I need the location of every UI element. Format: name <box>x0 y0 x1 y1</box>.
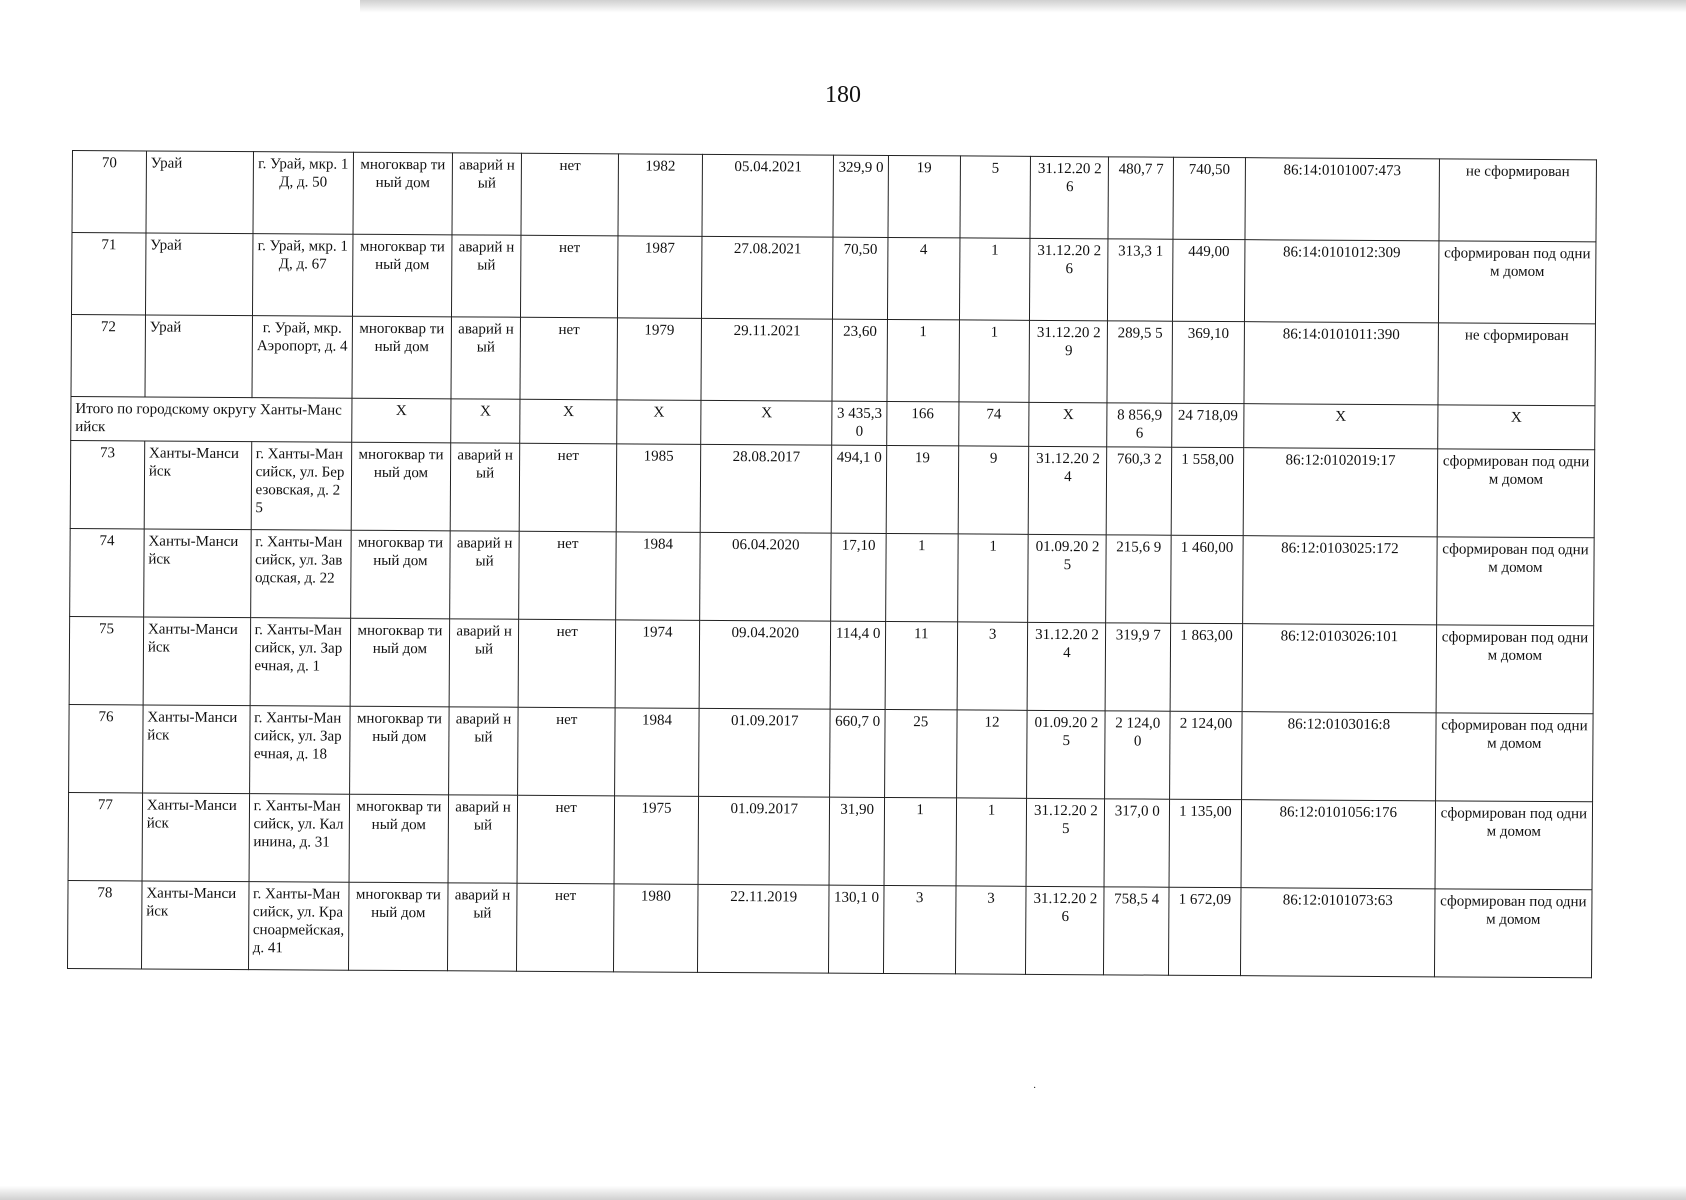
recognition-date: 01.09.2017 <box>699 708 831 797</box>
value-2: 740,50 <box>1173 157 1245 239</box>
year-built: 1982 <box>618 154 703 237</box>
address: г. Урай, мкр. 1Д, д. 67 <box>252 234 353 317</box>
scan-edge-bottom <box>0 1182 1686 1200</box>
premises: 1 <box>959 238 1030 320</box>
flag-cell: нет <box>520 443 617 532</box>
municipality: Урай <box>145 233 252 316</box>
condition-status: аварий ный <box>448 707 518 795</box>
municipality: Ханты-Мансийск <box>144 441 251 530</box>
cadastral-number: 86:12:0103016:8 <box>1241 712 1435 801</box>
planned-date: 31.12.20 24 <box>1028 622 1107 710</box>
flag-cell: нет <box>519 531 616 620</box>
planned-date: 31.12.20 26 <box>1030 156 1108 238</box>
value-1: 319,9 7 <box>1106 623 1171 711</box>
table-row <box>70 528 1595 625</box>
condition-status: аварий ный <box>451 317 521 399</box>
building-type: многоквар тиный дом <box>351 442 450 531</box>
value-1: 758,5 4 <box>1104 887 1169 975</box>
recognition-date: 05.04.2021 <box>702 154 834 237</box>
value-1: 2 124,0 0 <box>1105 711 1170 799</box>
total-x: X <box>617 400 701 445</box>
recognition-date: 06.04.2020 <box>700 532 832 621</box>
value-2: 1 558,00 <box>1171 447 1243 535</box>
area: 70,50 <box>833 237 888 319</box>
page-number: 180 <box>825 82 861 108</box>
area: 130,1 0 <box>829 885 884 973</box>
address: г. Ханты-Мансийск, ул. Заречная, д. 1 <box>250 618 351 707</box>
planned-date: 31.12.20 26 <box>1030 238 1108 320</box>
municipality: Ханты-Мансийск <box>142 705 249 794</box>
row-number: 78 <box>68 880 142 968</box>
premises: 9 <box>958 446 1029 534</box>
area: 31,90 <box>829 797 884 885</box>
year-built: 1984 <box>614 708 699 797</box>
table-row <box>71 315 1595 406</box>
scan-edge-top <box>360 0 1686 18</box>
building-type: многоквар тиный дом <box>350 706 449 795</box>
flag-cell: нет <box>519 619 616 708</box>
residents: 19 <box>888 155 960 237</box>
year-built: 1985 <box>616 444 701 533</box>
cadastral-number: 86:14:0101012:309 <box>1244 240 1438 323</box>
flag-cell: нет <box>521 235 618 318</box>
value-2: 1 863,00 <box>1170 623 1242 711</box>
recognition-date: 29.11.2021 <box>701 318 833 401</box>
recognition-date: 22.11.2019 <box>698 884 830 973</box>
land-status: сформирован под одним домом <box>1434 889 1592 978</box>
year-built: 1979 <box>617 318 702 401</box>
total-x: X <box>520 399 617 444</box>
municipality: Ханты-Мансийск <box>141 881 248 970</box>
building-type: многоквар тиный дом <box>352 316 451 399</box>
recognition-date: 28.08.2017 <box>700 444 832 533</box>
flag-cell: нет <box>518 707 615 796</box>
residents: 1 <box>887 319 959 401</box>
row-number: 74 <box>70 528 144 616</box>
residents: 1 <box>885 533 957 621</box>
value-2: 2 124,00 <box>1170 711 1242 799</box>
total-x: X <box>1438 405 1595 450</box>
flag-cell: нет <box>517 883 614 972</box>
municipality: Ханты-Мансийск <box>143 617 250 706</box>
year-built: 1975 <box>614 796 699 885</box>
total-premises: 74 <box>958 402 1029 446</box>
address: г. Ханты-Мансийск, ул. Калинина, д. 31 <box>249 794 350 883</box>
total-residents: 166 <box>887 401 959 445</box>
building-type: многоквар тиный дом <box>349 882 448 971</box>
condition-status: аварий ный <box>449 619 519 707</box>
total-value-2: 24 718,09 <box>1172 403 1244 447</box>
condition-status: аварий ный <box>449 531 519 619</box>
residents: 3 <box>883 885 955 973</box>
building-type: многоквар тиный дом <box>351 530 450 619</box>
value-1: 760,3 2 <box>1107 447 1172 535</box>
area: 17,10 <box>831 533 886 621</box>
cadastral-number: 86:12:0103026:101 <box>1242 624 1436 713</box>
address: г. Ханты-Мансийск, ул. Заречная, д. 18 <box>249 706 350 795</box>
housing-table <box>67 150 1597 978</box>
value-2: 1 135,00 <box>1169 799 1241 887</box>
row-number: 76 <box>69 704 143 792</box>
land-status: сформирован под одним домом <box>1435 713 1593 802</box>
total-x: X <box>450 399 520 443</box>
land-status: сформирован под одним домом <box>1436 625 1594 714</box>
planned-date: 31.12.20 26 <box>1026 886 1105 974</box>
address: г. Урай, мкр. Аэропорт, д. 4 <box>252 316 353 399</box>
municipality: Урай <box>146 151 253 234</box>
area: 114,4 0 <box>831 621 886 709</box>
municipality: Ханты-Мансийск <box>144 529 251 618</box>
row-number: 75 <box>69 616 143 704</box>
cadastral-number: 86:12:0103025:172 <box>1243 536 1437 625</box>
row-number: 71 <box>71 233 145 315</box>
cadastral-number: 86:12:0102019:17 <box>1243 448 1437 537</box>
recognition-date: 09.04.2020 <box>699 620 831 709</box>
row-number: 70 <box>72 151 146 233</box>
residents: 19 <box>886 445 958 533</box>
planned-date: 31.12.20 25 <box>1026 798 1105 886</box>
address: г. Ханты-Мансийск, ул. Красноармейская, д. 41 <box>248 882 349 971</box>
land-status: сформирован под одним домом <box>1438 241 1596 324</box>
value-2: 369,10 <box>1172 321 1244 403</box>
premises: 1 <box>956 798 1027 886</box>
value-2: 449,00 <box>1173 239 1245 321</box>
year-built: 1980 <box>613 884 698 973</box>
address: г. Ханты-Мансийск, ул. Заводская, д. 22 <box>250 530 351 619</box>
total-area: 3 435,3 0 <box>832 401 887 445</box>
address: г. Урай, мкр. 1Д, д. 50 <box>253 152 354 235</box>
total-x: X <box>352 398 451 443</box>
land-status: не сформирован <box>1438 323 1596 406</box>
condition-status: аварий ный <box>448 795 518 883</box>
flag-cell: нет <box>520 317 617 400</box>
recognition-date: 01.09.2017 <box>698 796 830 885</box>
table-row <box>72 151 1596 242</box>
building-type: многоквар тиный дом <box>353 152 452 235</box>
table-row <box>70 440 1595 537</box>
total-value-1: 8 856,9 6 <box>1107 403 1172 447</box>
scan-speck: · <box>1033 1083 1037 1094</box>
building-type: многоквар тиный дом <box>349 794 448 883</box>
total-x: X <box>701 400 833 445</box>
cadastral-number: 86:14:0101007:473 <box>1245 158 1439 241</box>
table-row <box>69 704 1594 801</box>
premises: 3 <box>955 886 1026 974</box>
area: 660,7 0 <box>830 709 885 797</box>
condition-status: аварий ный <box>450 443 520 531</box>
planned-date: 31.12.20 24 <box>1029 446 1108 534</box>
land-status: не сформирован <box>1439 159 1597 242</box>
municipality: Ханты-Мансийск <box>142 793 249 882</box>
table-row <box>68 792 1593 889</box>
area: 23,60 <box>832 319 887 401</box>
address: г. Ханты-Мансийск, ул. Березовская, д. 25 <box>251 442 352 531</box>
year-built: 1987 <box>617 236 702 319</box>
land-status: сформирован под одним домом <box>1437 449 1595 538</box>
value-1: 313,3 1 <box>1108 239 1173 321</box>
area: 494,1 0 <box>832 445 887 533</box>
condition-status: аварий ный <box>452 153 522 235</box>
flag-cell: нет <box>521 153 618 236</box>
row-number: 77 <box>68 792 142 880</box>
planned-date: 01.09.20 25 <box>1028 534 1107 622</box>
value-1: 215,6 9 <box>1106 535 1171 623</box>
condition-status: аварий ный <box>447 883 517 971</box>
residents: 11 <box>885 621 957 709</box>
row-number: 72 <box>71 315 145 397</box>
premises: 1 <box>957 534 1028 622</box>
cadastral-number: 86:14:0101011:390 <box>1244 322 1438 405</box>
residents: 1 <box>884 797 956 885</box>
premises: 3 <box>957 622 1028 710</box>
condition-status: аварий ный <box>451 235 521 317</box>
flag-cell: нет <box>517 795 614 884</box>
year-built: 1974 <box>615 620 700 709</box>
year-built: 1984 <box>616 532 701 621</box>
recognition-date: 27.08.2021 <box>702 236 834 319</box>
residents: 25 <box>884 709 956 797</box>
total-label: Итого по городскому округу Ханты-Мансийск <box>71 396 352 442</box>
total-x: X <box>1029 402 1107 446</box>
value-2: 1 460,00 <box>1171 535 1243 623</box>
building-type: многоквар тиный дом <box>353 234 452 317</box>
table-row <box>69 616 1594 713</box>
planned-date: 31.12.20 29 <box>1029 320 1107 402</box>
value-1: 317,0 0 <box>1104 799 1169 887</box>
row-number: 73 <box>70 440 144 528</box>
land-status: сформирован под одним домом <box>1435 801 1593 890</box>
total-x: X <box>1244 404 1438 449</box>
building-type: многоквар тиный дом <box>350 618 449 707</box>
municipality: Урай <box>145 315 252 398</box>
value-1: 289,5 5 <box>1107 321 1172 403</box>
area: 329,9 0 <box>833 155 888 237</box>
table-row <box>71 233 1595 324</box>
land-status: сформирован под одним домом <box>1436 537 1594 626</box>
premises: 12 <box>956 710 1027 798</box>
cadastral-number: 86:12:0101056:176 <box>1241 800 1435 889</box>
cadastral-number: 86:12:0101073:63 <box>1240 888 1434 977</box>
table-row <box>68 880 1593 977</box>
value-1: 480,7 7 <box>1108 157 1173 239</box>
premises: 1 <box>959 320 1030 402</box>
value-2: 1 672,09 <box>1169 887 1241 975</box>
residents: 4 <box>887 237 959 319</box>
planned-date: 01.09.20 25 <box>1027 710 1106 798</box>
premises: 5 <box>960 156 1031 238</box>
